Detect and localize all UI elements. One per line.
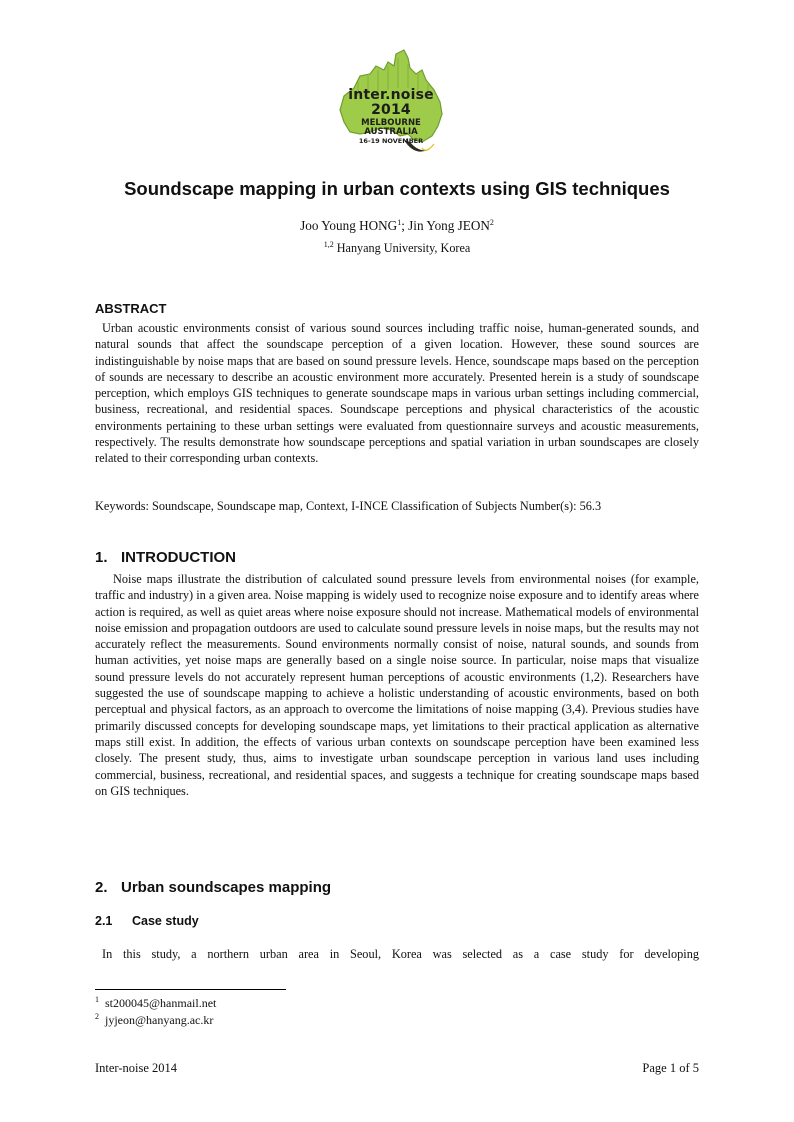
section-title: INTRODUCTION bbox=[121, 549, 236, 566]
footnote bbox=[95, 995, 216, 1011]
keywords: Keywords: Soundscape, Soundscape map, Context, I-INCE Classification of Subjects Number(s): 56.3 bbox=[95, 499, 602, 513]
section-number: 2. bbox=[95, 879, 108, 896]
abstract-text: Urban acoustic environments consist of various sound sources including traffic noise, human-generated sounds, and natural sounds that affect the soundscape perception of a given location. However, these sound sources are indistinguishable by noise maps that are based on sound pressure levels. Hence, soundscape maps based on the perception of sounds are necessary to describe an acoustic environment more accurately. Presented herein is a study of soundscape perception, which employs GIS techniques to generate soundscape maps in various urban settings including commercial, business, recreational, and residential spaces. Soundscape perceptions and physical characteristics of the acoustic environments pertaining to these urban settings were evaluated from questionnaire surveys and acoustic measurements, respectively. The results demonstrate how soundscape perceptions and spatial variation in urban soundscapes are closely related to their corresponding urban contexts. bbox=[95, 321, 699, 466]
author-separator: ; bbox=[401, 218, 409, 233]
section-number: 1. bbox=[95, 549, 108, 566]
footnote-divider bbox=[95, 989, 286, 990]
subsection-number: 2.1 bbox=[95, 914, 113, 928]
author-1-mark: 1 bbox=[397, 218, 402, 227]
affiliation-text: Hanyang University, Korea bbox=[333, 241, 471, 255]
abstract-heading: ABSTRACT bbox=[95, 301, 167, 316]
footnote bbox=[95, 1012, 213, 1028]
footer-page-number: Page 1 of 5 bbox=[642, 1061, 699, 1075]
footnote-mark: 1 bbox=[95, 995, 99, 1004]
subsection-heading-case-study bbox=[95, 914, 199, 928]
logo-text bbox=[334, 88, 448, 145]
footnote-text: jyjeon@hanyang.ac.kr bbox=[105, 1013, 214, 1027]
subsection-title: Case study bbox=[132, 914, 199, 928]
section-heading-urban-soundscapes bbox=[95, 879, 331, 896]
affiliation-mark: 1,2 bbox=[323, 240, 334, 249]
footnote-mark: 2 bbox=[95, 1012, 99, 1021]
affiliation bbox=[0, 241, 794, 256]
author-1: Joo Young HONG bbox=[300, 218, 398, 233]
author-list bbox=[0, 218, 794, 234]
case-study-text: In this study, a northern urban area in Seoul, Korea was selected as a case study for developing bbox=[102, 947, 699, 961]
footer-conference: Inter-noise 2014 bbox=[95, 1061, 178, 1075]
logo-line1: inter.noise 2014 bbox=[348, 87, 434, 118]
logo-line3: 16-19 NOVEMBER bbox=[358, 137, 424, 146]
footnote-text: st200045@hanmail.net bbox=[105, 996, 217, 1010]
section-heading-introduction bbox=[95, 549, 236, 566]
author-2-mark: 2 bbox=[489, 218, 494, 227]
introduction-text: Noise maps illustrate the distribution of calculated sound pressure levels from environmental noises (for example, traffic and industry) in a given area. Noise mapping is widely used to recognize noise exposure and to identify areas where action is required, as well as quiet areas where noise exposure should not increase. Mathematical models of environmental noise emission and propagation outdoors are used to calculate sound pressure levels in noise maps, but the results may not accurately reflect the measurements. Sound environments normally consist of noise, natural sounds, and sounds from human activities, yet noise maps are generally based on a single noise source. In particular, noise maps that visualize sound pressure levels do not accurately represent human perceptions of acoustic environments (1,2). Researchers have suggested the use of soundscape mapping to achieve a holistic understanding of acoustic environments, based on both perceptual and physical factors, as an approach to overcome the limitations of noise mapping (3,4). Previous studies have primarily discussed concepts for developing soundscape maps, yet limitations to their practical application as alternative maps still exist. In addition, the effects of various urban contexts on soundscape perception have been examined less closely. The present study, thus, aims to investigate urban soundscape perception in various land uses including commercial, business, recreational, and residential spaces, and suggests a technique for creating soundscape maps based on GIS techniques. bbox=[95, 572, 699, 798]
logo-line2: MELBOURNE AUSTRALIA bbox=[361, 118, 421, 138]
section-title: Urban soundscapes mapping bbox=[121, 879, 332, 896]
paper-title: Soundscape mapping in urban contexts using GIS techniques bbox=[124, 178, 670, 199]
author-2: Jin Yong JEON bbox=[408, 218, 490, 233]
conference-logo bbox=[324, 44, 458, 162]
